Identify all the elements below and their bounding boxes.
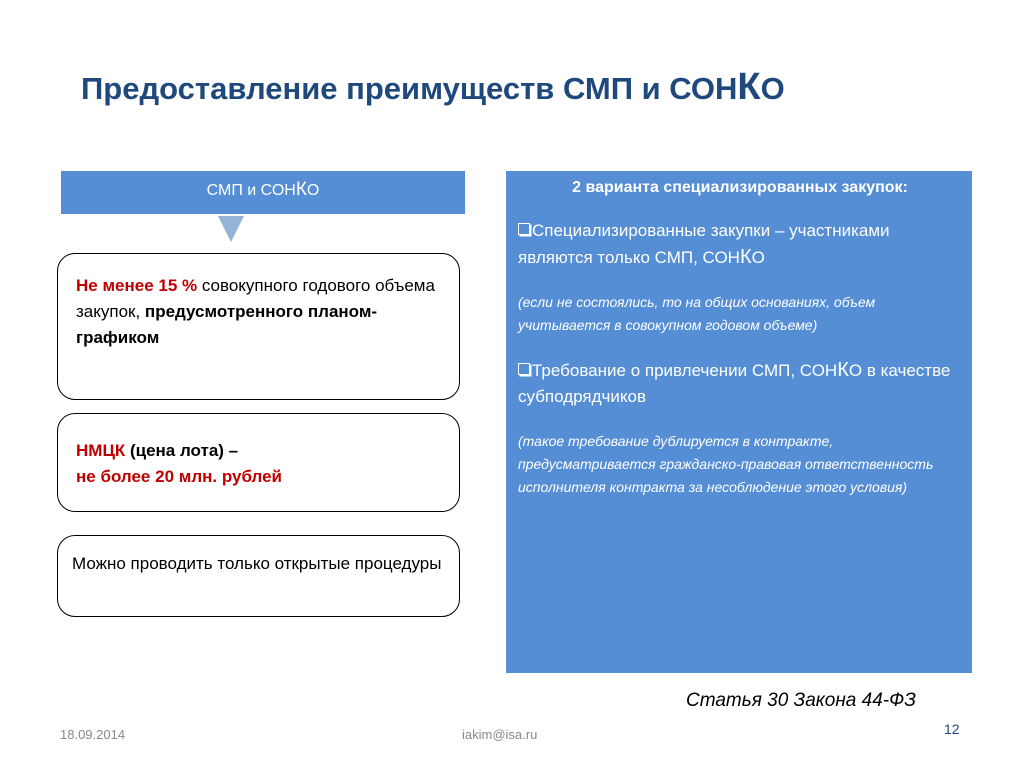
down-arrow-icon [218, 216, 244, 242]
volume-plan-text: предусмотренного планом-графиком [76, 302, 378, 347]
procurement-variants-panel [506, 171, 972, 673]
price-label: НМЦК [76, 441, 126, 460]
volume-requirement-box [57, 253, 460, 400]
open-procedures-box [57, 535, 460, 617]
footer-date: 18.09.2014 [60, 727, 126, 742]
variant-subcontractor-note: (такое требование дублируется в контракте, предусматривается гражданско-правовая ответственность исполнителя контракта за несоблюдение этого условия) [518, 433, 934, 495]
checkbox-bullet-icon [518, 363, 530, 375]
page-number: 12 [944, 721, 960, 737]
left-column-header: СМП и СОНКО [61, 171, 465, 214]
variant-specialized-item: Специализированные закупки – участниками являются только СМП, СОНКО [518, 221, 890, 268]
footer-email: iakim@isa.ru [462, 727, 538, 742]
price-limit-text: не более 20 млн. рублей [76, 467, 283, 486]
price-lot-text: (цена лота) – [125, 441, 239, 460]
volume-text: совокупного годового объема закупок, [76, 276, 435, 321]
law-reference: Статья 30 Закона 44-ФЗ [686, 690, 916, 711]
variant-subcontractor-item: Требование о привлечении СМП, СОНКО в качестве субподрядчиков [518, 359, 951, 406]
price-limit-box [57, 413, 460, 512]
variant-specialized-note: (если не состоялись, то на общих основаниях, объем учитывается в совокупном годовом объеме) [518, 294, 876, 333]
slide-title: Предоставление преимуществ СМП и СОНКО [81, 66, 785, 108]
volume-highlight: Не менее 15 % [76, 276, 198, 295]
open-procedures-text: Можно проводить только открытые процедуры [72, 554, 442, 573]
variants-heading: 2 варианта специализированных закупок: [572, 179, 908, 196]
checkbox-bullet-icon [518, 223, 530, 235]
